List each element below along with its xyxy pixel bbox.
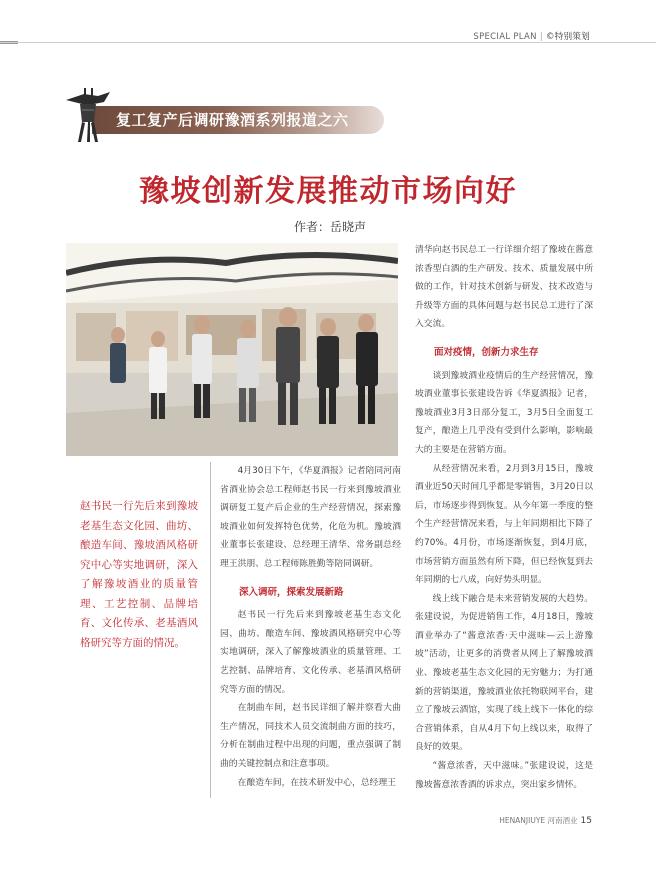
paragraph: 从经营情况来看，2月到3月15日，豫坡酒业近50天时间几乎都是零销售，3月20日以后，市场逐步得到恢复。从今年第一季度的整个生产经营情况来看，与上年同期相比下降了约70%。4月份，市场逐渐恢复，到4月底，市场营销方面虽然有所下降，但已经恢复到去年同期的七八成，向好势头明显。 [415, 463, 593, 586]
article-author: 作者：岳晓声 [294, 220, 367, 234]
section-header [473, 30, 590, 42]
paragraph: “酱意浓香，天中滋味。”张建设说，这是豫坡酱意浓香酒的诉求点，突出家乡情怀。 [415, 761, 593, 790]
body-column-1 [220, 462, 401, 792]
paragraph: 在制曲车间，赵书民详细了解并察看大曲生产情况，同技术人员交流制曲方面的技巧，分析在制曲过程中出现的问题，重点强调了制曲的关键控制点和注意事项。 [220, 703, 401, 769]
paragraph: 4月30日下午，《华夏酒报》记者陪同河南省酒业协会总工程师赵书民一行来到豫坡酒业调研复工复产后企业的生产经营情况，探索豫坡酒业如何发挥特色优势，化危为机。豫坡酒业董事长张建设、总经理王清华、常务副总经理王洪朋、总工程师陈胜勤等陪同调研。 [220, 466, 401, 569]
page-footer [499, 815, 592, 826]
article-title: 豫坡创新发展推动市场向好 [139, 174, 517, 209]
bronze-vessel-icon [64, 86, 112, 144]
section-label-cn: ©特别策划 [545, 32, 590, 42]
section-label-en: SPECIAL PLAN [473, 32, 537, 42]
page-number: 15 [580, 816, 592, 826]
sidebar-pull-quote: 赵书民一行先后来到豫坡老基生态文化园、曲坊、酿造车间、豫坡酒风格研究中心等实地调研，深入了解豫坡酒业的质量管理、工艺控制、品牌培育、文化传承、老基酒风格研究等方面的情况。 [80, 500, 198, 649]
paragraph: 线上线下融合是未来营销发展的大趋势。张建设说，为促进销售工作，4月18日，豫坡酒业举办了“酱意浓香·天中滋味—云上游豫坡”活动，让更多的消费者从网上了解豫坡酒业、豫坡老基生态文化园的无穷魅力；为打通新的营销渠道，豫坡酒业依托物联网平台，建立了豫坡云酒馆，实现了线上线下一体化的综合营销体系，自从4月下旬上线以来，取得了良好的效果。 [415, 593, 593, 753]
paragraph: 谈到豫坡酒业疫情后的生产经营情况，豫坡酒业董事长张建设告诉《华夏酒报》记者，豫坡酒业3月3日部分复工，3月5日全面复工复产，酿造上几乎没有受到什么影响，影响最大的主要是在营销方面。 [415, 370, 593, 455]
paragraph: 赵书民一行先后来到豫坡老基生态文化园、曲坊、酿造车间、豫坡酒风格研究中心等实地调研，深入了解豫坡酒业的质量管理、工艺控制、品牌培育、文化传承、老基酒风格研究等方面的情况。 [220, 610, 401, 695]
paragraph: 在酿造车间，在技术研发中心，总经理王 [237, 777, 396, 788]
subheading: 深入调研，探索发展新路 [239, 586, 344, 598]
section-separator: | [539, 32, 543, 42]
subheading: 面对疫情，创新力求生存 [434, 346, 539, 358]
body-column-2 [415, 241, 593, 794]
series-banner-text: 复工复产后调研豫酒系列报道之六 [116, 111, 349, 129]
paragraph: 清华向赵书民总工一行详细介绍了豫坡在酱意浓香型白酒的生产研发、技术、质量发展中所做的工作，针对技术创新与研发、技术改造与升级等方面的具体问题与赵书民总工进行了深入交流。 [415, 245, 593, 330]
column-divider [210, 462, 211, 798]
magazine-name: HENANJIUYE 河南酒业 [499, 816, 578, 825]
visit-photo [66, 243, 398, 456]
header-rule [0, 42, 656, 43]
